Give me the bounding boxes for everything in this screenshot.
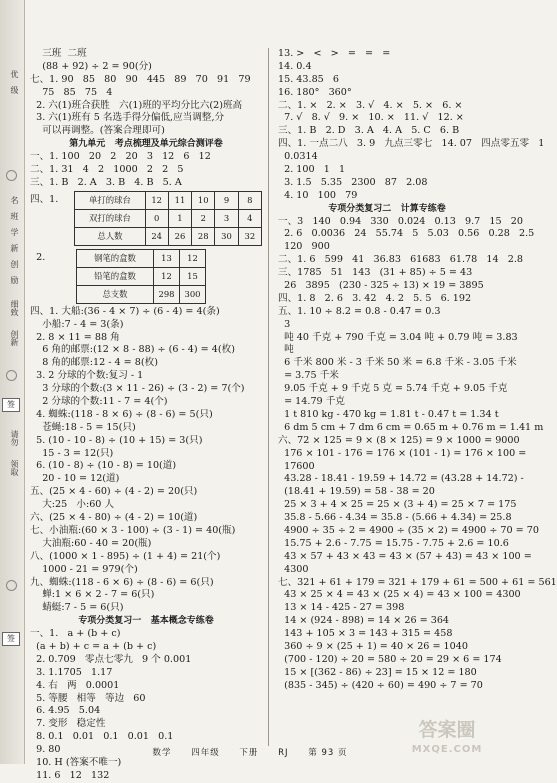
table-row [75, 209, 262, 227]
answer-line: 可以再调整。(答案合理即可) [30, 125, 165, 137]
answer-line: 1 t 810 kg - 470 kg = 1.81 t - 0.47 t = 1.34 t [278, 408, 499, 420]
answer-line: 六、(25 × 4 - 80) ÷ (4 - 2) = 10(道) [30, 512, 198, 524]
answer-line: 四、1. 8 2. 6 3. 42 4. 2 5. 5 6. 192 [278, 292, 472, 304]
answer-line: 13. > < > = = = [278, 48, 391, 59]
section-heading: 专项分类复习一 基本概念专练卷 [78, 616, 214, 627]
answer-line: 3. 六(1)班有 5 名选手得分偏低,应当调整,分 [30, 112, 225, 124]
answer-line: 11. 6 12 132 [30, 769, 110, 781]
answer-line: 6. 4.95 5.04 [30, 705, 101, 717]
table-cell: 4 [238, 209, 261, 227]
binding-tag: 学 [10, 228, 19, 236]
answer-line: 四、1. 大船:(36 - 4 × 7) ÷ (6 - 4) = 4(条) [30, 305, 220, 317]
right-column [278, 48, 557, 693]
answer-line: 2. 8 × 11 = 88 角 [30, 331, 120, 343]
table-cell: 11 [168, 191, 191, 209]
section-heading: 专项分类复习二 计算专练卷 [328, 203, 446, 214]
answer-line: 13 × 14 - 425 - 27 = 398 [278, 602, 405, 614]
answer-line: = 3.75 千米 [278, 370, 339, 382]
answer-line: 15 - 3 = 12(只) [30, 447, 114, 459]
table-ping-pong [74, 191, 262, 246]
right-lines [278, 48, 557, 693]
table-row-label: 铅笔的盒数 [77, 267, 154, 285]
binding-tag: 创 [10, 260, 19, 268]
table-row [77, 249, 206, 267]
table-pens [76, 249, 206, 304]
table-cell: 2 [192, 209, 215, 227]
watermark-main: 答案圈 [418, 719, 476, 741]
footer-page-number: 第 93 页 [308, 748, 348, 758]
binding-tag: 优 [10, 70, 19, 78]
answer-line: 蜻蜓:7 - 5 = 6(只) [30, 602, 124, 614]
answer-line: = 14.79 千克 [278, 396, 345, 408]
answer-line: 九、蜘蛛:(118 - 6 × 6) ÷ (8 - 6) = 6(只) [30, 576, 214, 588]
footer-volume: 下册 [239, 748, 259, 758]
answer-line: (835 - 345) ÷ (420 ÷ 60) = 490 ÷ 7 = 70 [278, 679, 483, 691]
answer-line: 4. 10 100 79 [278, 189, 358, 201]
answer-line: 七、小油瓶:(60 × 3 - 100) ÷ (3 - 1) = 40(瓶) [30, 524, 236, 536]
table-cell: 13 [154, 249, 180, 267]
answer-line: 10. H (答案不唯一) [30, 756, 122, 768]
table1-prefix: 四、1. [30, 193, 59, 205]
answer-line: 14 × (924 - 898) = 14 × 26 = 364 [278, 615, 450, 627]
table-cell: 26 [168, 227, 191, 245]
binding-side-text: 请勿 [10, 430, 19, 446]
answer-line: 吨 40 千克 + 790 千克 = 3.04 吨 + 0.79 吨 = 3.83 [278, 331, 518, 343]
table-cell: 298 [154, 285, 180, 303]
answer-line: 9.05 千克 + 9 千克 5 克 = 5.74 千克 + 9.05 千克 [278, 383, 508, 395]
table-cell: 24 [145, 227, 168, 245]
footer-subject: 数学 [152, 748, 172, 758]
answer-line: 4. 右 两 0.0001 [30, 679, 120, 691]
table2-prefix: 2. [30, 251, 46, 263]
answer-line: (a + b) + c = a + (b + c) [30, 640, 157, 652]
answer-line: 17600 [278, 460, 315, 472]
table-cell: 30 [215, 227, 238, 245]
answer-line: 五、(25 × 4 - 60) ÷ (4 - 2) = 20(只) [30, 486, 198, 498]
answer-line: 七、321 + 61 + 179 = 321 + 179 + 61 = 500 + 61 = 561 [278, 576, 557, 588]
answer-line: 14. 0.4 [278, 60, 312, 72]
answer-line: 三、1785 51 143 (31 + 85) ÷ 5 = 43 [278, 267, 473, 279]
answer-line: 三、1. B 2. D 3. A 4. A 5. C 6. B [278, 125, 460, 137]
binding-hole [6, 170, 17, 181]
binding-tag: 励 [10, 276, 19, 284]
table-cell: 10 [192, 191, 215, 209]
watermark-url: MXQE.COM [411, 744, 483, 755]
answer-line: 25 × 3 + 4 × 25 = 25 × (3 + 4) = 25 × 7 = 175 [278, 499, 517, 511]
binding-hole [6, 370, 17, 381]
answer-line: 15.75 + 2.6 - 7.75 = 15.75 - 7.75 + 2.6 = 10.6 [278, 537, 509, 549]
answer-line: 三、1. B 2. A 3. B 4. B 5. A [30, 176, 182, 188]
answer-line: 3 分球的个数:(3 × 11 - 26) ÷ (3 - 2) = 7(个) [30, 383, 245, 395]
table-row [75, 227, 262, 245]
table-row [77, 267, 206, 285]
footer-edition: RJ [278, 748, 289, 758]
binding-margin [0, 0, 25, 764]
answer-line: 0.0314 [278, 151, 318, 163]
table-cell: 32 [238, 227, 261, 245]
answer-line: 2. 100 1 1 [278, 164, 346, 176]
binding-side-text: 细致 [10, 300, 19, 316]
table-cell: 8 [238, 191, 261, 209]
answer-line: 20 - 10 = 12(道) [30, 473, 120, 485]
answer-line: 2. 6 0.0036 24 55.74 5 5.03 0.56 0.28 2.5 [278, 228, 535, 240]
answer-line: 43.28 - 18.41 - 19.59 + 14.72 = (43.28 + 14.72) - [278, 473, 524, 485]
answer-line: 143 + 105 × 3 = 143 + 315 = 458 [278, 628, 453, 640]
answer-line: 176 × 101 - 176 = 176 × (101 - 1) = 176 × 100 = [278, 447, 527, 459]
answer-line: 35.8 - 5.66 - 4.34 = 35.8 - (5.66 + 4.34) = 25.8 [278, 512, 512, 524]
table-cell: 12 [154, 267, 180, 285]
table-cell: 0 [145, 209, 168, 227]
answer-line: 120 900 [278, 241, 330, 253]
answer-line: 2. 0.709 零点七零九 9 个 0.001 [30, 653, 192, 665]
answer-line: 26 3895 (230 - 325 ÷ 13) × 19 = 3895 [278, 280, 484, 292]
answer-line: 6 角的邮票:(12 × 8 - 88) ÷ (6 - 4) = 4(枚) [30, 344, 235, 356]
answer-line: 3. 1.5 5.35 2300 87 2.08 [278, 176, 428, 188]
answer-line: 16. 180° 360° [278, 86, 352, 98]
answer-line: 2 分球的个数:11 - 7 = 4(个) [30, 396, 168, 408]
answer-line: 7. √ 8. √ 9. × 10. × 11. √ 12. × [278, 112, 464, 124]
left-column [30, 48, 262, 783]
answer-line: 4900 ÷ 35 ÷ 2 = 4900 ÷ (35 × 2) = 4900 ÷ 70 = 70 [278, 524, 539, 536]
answer-line: (88 + 92) ÷ 2 = 90(分) [30, 60, 152, 72]
footer-grade: 四年级 [191, 748, 220, 758]
binding-hole [6, 580, 17, 591]
answer-line: 一、1. a + (b + c) [30, 628, 121, 640]
answer-line: 5. 等腰 相等 等边 60 [30, 692, 146, 704]
table-row [77, 285, 206, 303]
answer-line: 小船:7 - 4 = 3(条) [30, 318, 124, 330]
binding-side-text: 领取 [10, 460, 19, 476]
answer-line: 15. 43.85 6 [278, 73, 340, 85]
answer-line: 15 × [(362 - 86) ÷ 23] = 15 × 12 = 180 [278, 666, 477, 678]
binding-tag: 新 [10, 244, 19, 252]
answer-line: 五、1. 10 ÷ 8.2 = 0.8 - 0.47 = 0.3 [278, 305, 441, 317]
table-cell: 300 [180, 285, 206, 303]
binding-tag: 级 [10, 86, 19, 94]
answer-line: 二、1. 31 4 2 1000 2 2 5 [30, 164, 184, 176]
answer-line: 六、72 × 125 = 9 × (8 × 125) = 9 × 1000 = 9000 [278, 434, 520, 446]
binding-box: 签 [2, 632, 20, 646]
table-row-label: 单打的球台 [75, 191, 145, 209]
answer-line: 43 × 57 + 43 × 43 = 43 × (57 + 43) = 43 × 100 = [278, 550, 532, 562]
column-divider [268, 48, 269, 746]
answer-line: (700 - 120) ÷ 20 = 580 ÷ 20 = 29 × 6 = 174 [278, 653, 502, 665]
answer-line: 一、1. 100 20 2 20 3 12 6 12 [30, 151, 211, 163]
table-cell: 1 [168, 209, 191, 227]
table-row-label: 总人数 [75, 227, 145, 245]
answer-line: 7. 变形 稳定性 [30, 718, 106, 730]
watermark-logo [402, 720, 492, 760]
answer-line: 大:25 小:60 人 [30, 499, 115, 511]
answer-line: 1000 - 21 = 979(个) [30, 563, 138, 575]
answer-line: 75 85 75 4 [30, 86, 113, 98]
answer-line: 吨 [278, 344, 294, 356]
answer-line: 二、1. 6 599 41 36.83 61683 61.78 14 2.8 [278, 254, 523, 266]
section-heading: 第九单元 考点梳理及单元综合测评卷 [69, 139, 223, 150]
answer-line: 6. (10 - 8) ÷ (10 - 8) = 10(道) [30, 460, 177, 472]
binding-box: 签 [2, 398, 20, 412]
table-cell: 3 [215, 209, 238, 227]
table-row-label: 双打的球台 [75, 209, 145, 227]
answer-line: 二、1. × 2. × 3. √ 4. × 5. × 6. × [278, 99, 463, 111]
answer-line: 3. 1.1705 1.17 [30, 666, 113, 678]
answer-line: 360 ÷ 9 × (25 + 1) = 40 × 26 = 1040 [278, 640, 468, 652]
answer-line: 2. 六(1)班合获胜 六(1)班的平均分比六(2)班高 [30, 99, 243, 111]
table-row-label: 总支数 [77, 285, 154, 303]
table-row-label: 钢笔的盒数 [77, 249, 154, 267]
answer-line: 八、(1000 × 1 - 895) ÷ (1 + 4) = 21(个) [30, 550, 221, 562]
answer-line: (18.41 + 19.59) = 58 - 38 = 20 [278, 486, 435, 498]
answer-line: 四、1. 一点二八 3. 9 九点三零七 14. 07 四点零五零 1 [278, 138, 545, 150]
binding-side-text: 创新 [10, 330, 19, 346]
answer-line: 蝉:1 × 6 × 2 - 7 = 6(只) [30, 589, 155, 601]
left-lines-top [30, 48, 262, 190]
table-cell: 15 [180, 267, 206, 285]
answer-line: 苍蝇:18 - 5 = 15(只) [30, 421, 136, 433]
answer-line: 3. 2 分球的个数:复习 - 1 [30, 370, 144, 382]
answer-line: 6 千米 800 米 - 3 千米 50 米 = 6.8 千米 - 3.05 千米 [278, 357, 517, 369]
answer-line: 8. 0.1 0.01 0.1 0.01 0.1 [30, 731, 174, 743]
table-cell: 12 [180, 249, 206, 267]
answer-line: 七、1. 90 85 80 90 445 89 70 91 79 [30, 73, 251, 85]
answer-line: 9. 80 [30, 744, 61, 756]
table2-block [30, 248, 262, 306]
answer-line: 一、3 140 0.94 330 0.024 0.13 9.7 15 20 [278, 215, 523, 227]
answer-line: 4300 [278, 563, 309, 575]
answer-line: 5. (10 - 10 - 8) ÷ (10 + 15) = 3(只) [30, 434, 203, 446]
table-cell: 28 [192, 227, 215, 245]
answer-line: 43 × 25 × 4 = 43 × (25 × 4) = 43 × 100 = 4300 [278, 589, 521, 601]
answer-line: 大油瓶:60 - 40 = 20(瓶) [30, 537, 152, 549]
answer-line: 8 角的邮票:12 - 4 = 8(枚) [30, 357, 158, 369]
left-lines-bottom [30, 306, 262, 783]
answer-line: 三班 二班 [30, 48, 87, 59]
answer-line: 6 dm 5 cm + 7 dm 6 cm = 0.65 m + 0.76 m = 1.41 m [278, 421, 544, 433]
binding-tag: 班 [10, 212, 19, 220]
answer-line: 3 [278, 318, 291, 330]
binding-tag: 名 [10, 196, 19, 204]
table1-block [30, 190, 262, 248]
table-cell: 12 [145, 191, 168, 209]
answer-line: 4. 蜘蛛:(118 - 8 × 6) ÷ (8 - 6) = 5(只) [30, 408, 213, 420]
table-row [75, 191, 262, 209]
table-cell: 9 [215, 191, 238, 209]
